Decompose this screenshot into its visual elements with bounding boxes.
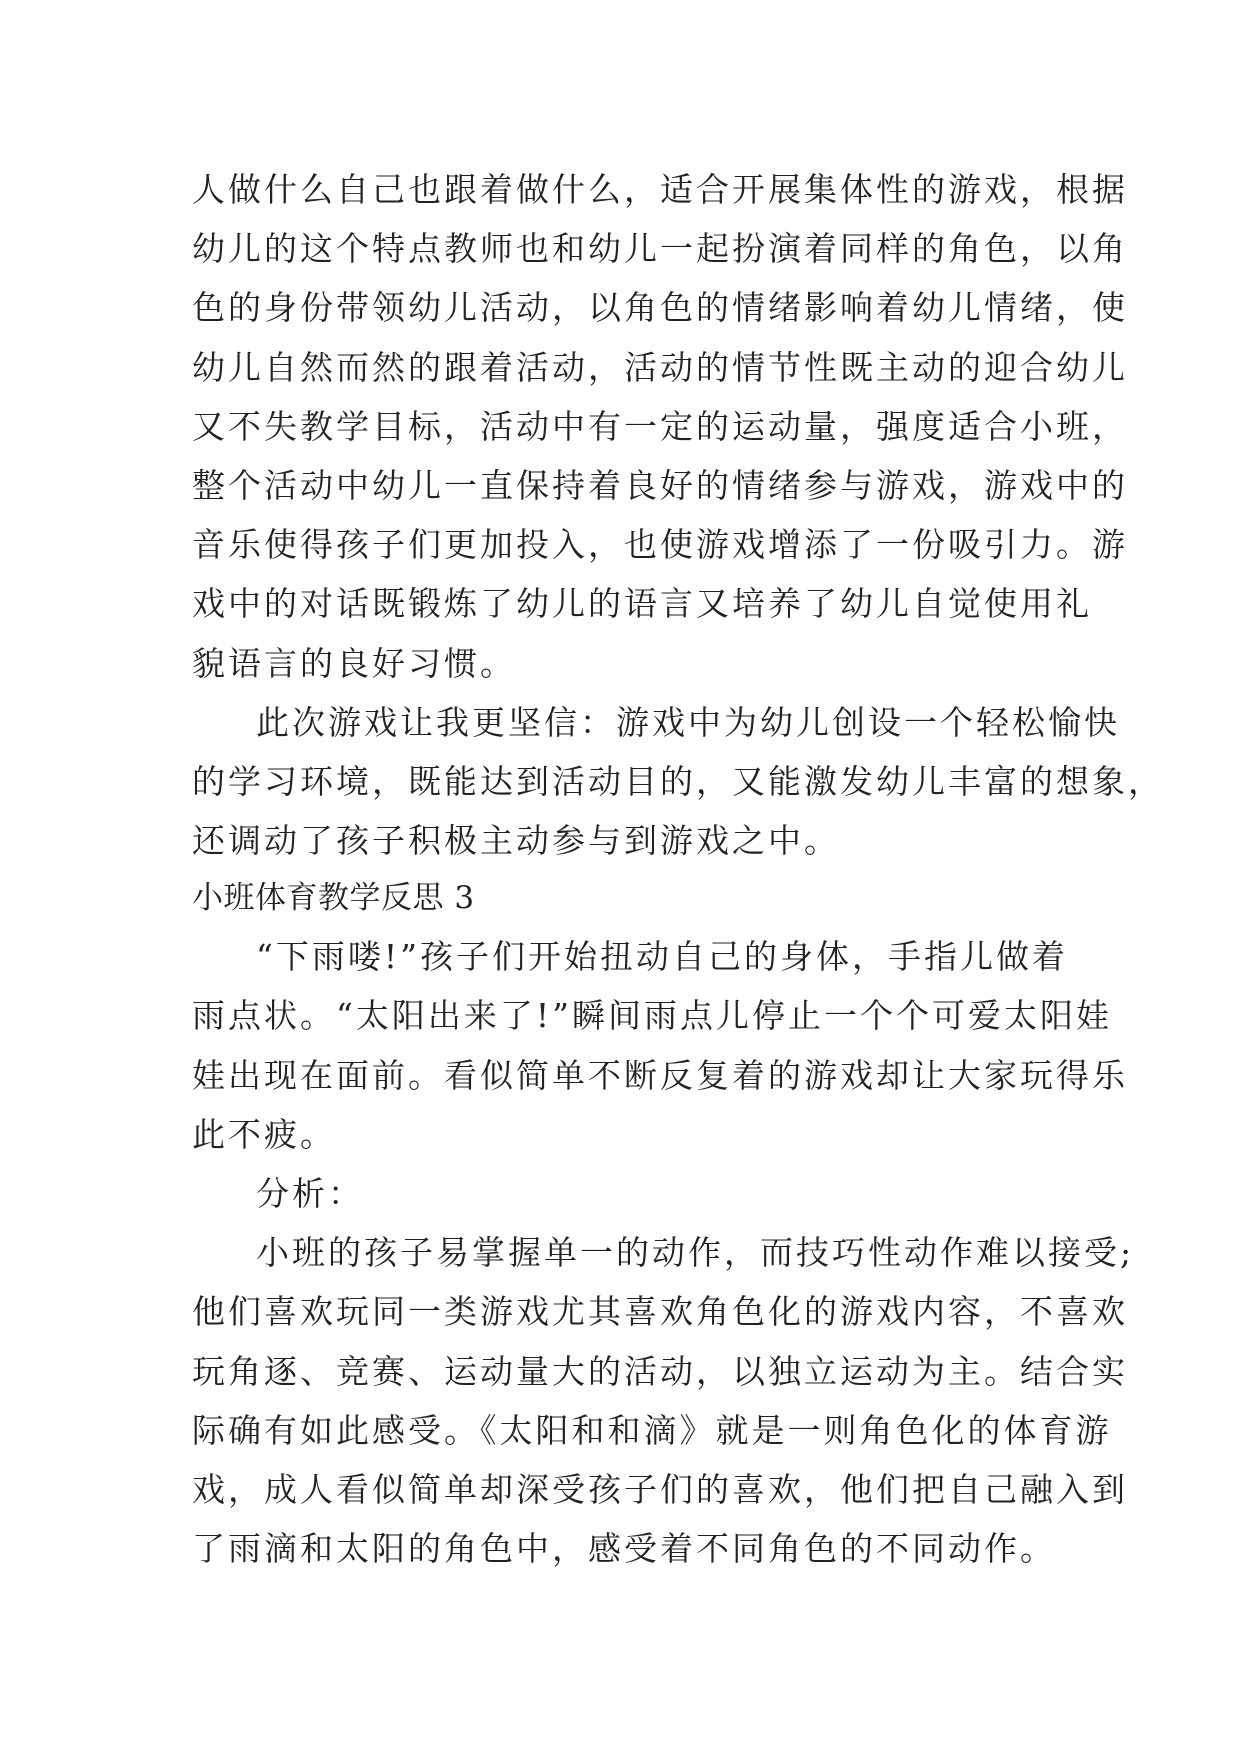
text-line: 貌语言的良好习惯。 <box>192 643 516 683</box>
text-line: 玩角逐、竞赛、运动量大的活动，以独立运动为主。结合实 <box>192 1351 1128 1391</box>
section-heading: 小班体育教学反思 3 <box>192 880 475 917</box>
text-line: 雨点状。“太阳出来了!”瞬间雨点儿停止一个个可爱太阳娃 <box>192 996 1113 1036</box>
text-line: 音乐使得孩子们更加投入，也使游戏增添了一份吸引力。游 <box>192 525 1128 565</box>
text-line: 此不疲。 <box>192 1114 336 1154</box>
text-line: 分析： <box>256 1174 364 1213</box>
text-line: 色的身份带领幼儿活动，以角色的情绪影响着幼儿情绪，使 <box>192 288 1128 328</box>
text-line: 的学习环境，既能达到活动目的，又能激发幼儿丰富的想象， <box>192 761 1164 801</box>
text-line: 还调动了孩子积极主动参与到游戏之中。 <box>192 821 840 861</box>
text-line: “下雨喽!”孩子们开始扭动自己的身体，手指儿做着 <box>256 937 1069 977</box>
paragraph <box>192 1164 1052 1223</box>
text-line: 人做什么自己也跟着做什么，适合开展集体性的游戏，根据 <box>192 170 1128 209</box>
text-line: 整个活动中幼儿一直保持着良好的情绪参与游戏，游戏中的 <box>192 465 1128 505</box>
text-line: 小班的孩子易掌握单一的动作，而技巧性动作难以接受; <box>256 1233 1135 1273</box>
text-line: 际确有如此感受。《太阳和和滴》就是一则角色化的体育游 <box>192 1410 1112 1450</box>
paragraph <box>192 927 1128 1164</box>
paragraph <box>192 693 1164 871</box>
text-line: 了雨滴和太阳的角色中，感受着不同角色的不同动作。 <box>192 1529 1056 1569</box>
paragraph <box>192 1223 1135 1578</box>
text-line: 又不失教学目标，活动中有一定的运动量，强度适合小班， <box>192 406 1128 446</box>
text-line: 此次游戏让我更坚信：游戏中为幼儿创设一个轻松愉快 <box>256 702 1120 742</box>
text-line: 他们喜欢玩同一类游戏尤其喜欢角色化的游戏内容，不喜欢 <box>192 1292 1128 1332</box>
text-line: 幼儿自然而然的跟着活动，活动的情节性既主动的迎合幼儿 <box>192 347 1128 387</box>
text-line: 戏中的对话既锻炼了幼儿的语言又培养了幼儿自觉使用礼 <box>192 584 1092 624</box>
paragraph <box>192 160 1128 693</box>
text-line: 幼儿的这个特点教师也和幼儿一起扮演着同样的角色，以角 <box>192 229 1128 269</box>
document-page <box>192 160 1164 1578</box>
text-line: 戏，成人看似简单却深受孩子们的喜欢，他们把自己融入到 <box>192 1469 1128 1509</box>
text-line: 娃出现在面前。看似简单不断反复着的游戏却让大家玩得乐 <box>192 1055 1128 1095</box>
